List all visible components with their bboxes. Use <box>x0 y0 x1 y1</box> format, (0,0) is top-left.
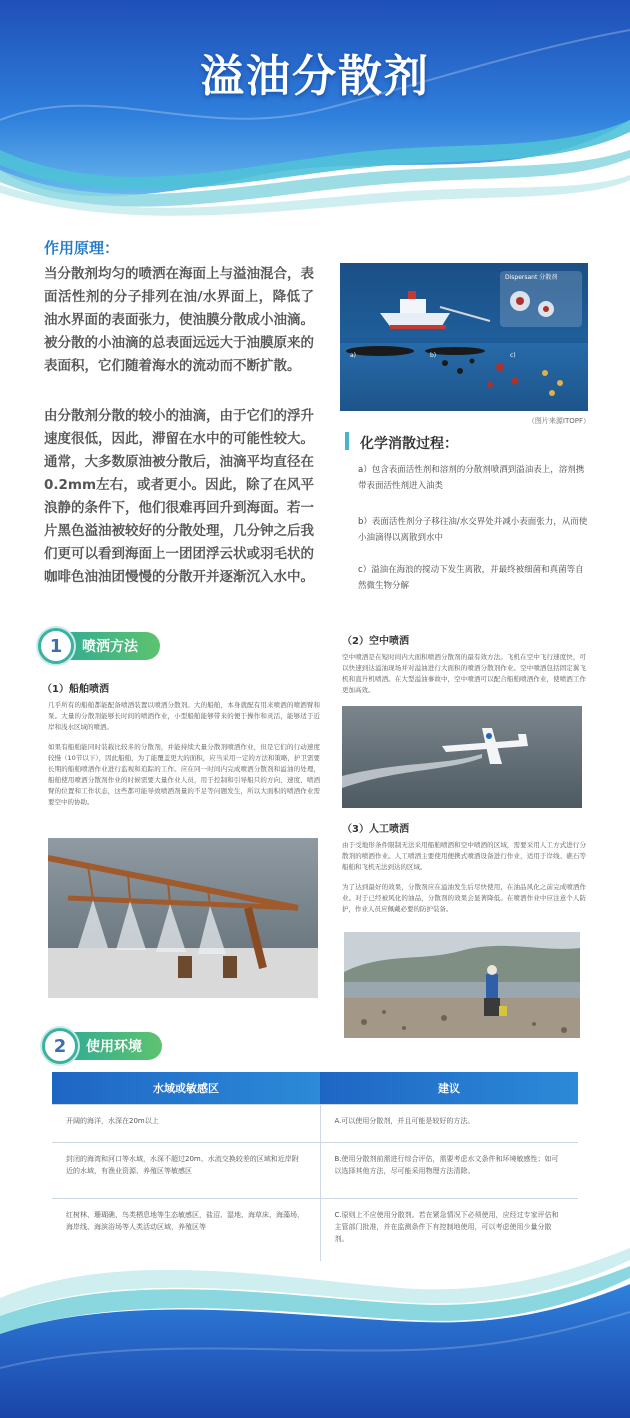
table-row <box>52 1105 578 1143</box>
chemical-item-c: c）溢油在海浪的搅动下发生离散，并最终被细菌和真菌等自然微生物分解 <box>358 565 584 591</box>
column-header-area: 水域或敏感区 <box>52 1072 320 1105</box>
chemical-item-a: a）包含表面活性剂和溶剂的分散剂喷洒到溢油表上，溶剂携带表面活性剂进入油类 <box>358 465 585 491</box>
section1-number <box>38 628 74 664</box>
section2-number-text: 2 <box>53 1035 67 1057</box>
air-spray-photo <box>342 706 582 808</box>
page-title: 溢油分散剂 <box>200 51 430 102</box>
diagram-label-dispersant: Dispersant 分散剂 <box>505 274 558 281</box>
principle-heading: 作用原理： <box>44 239 120 257</box>
environment-table <box>52 1072 578 1261</box>
diagram-label-a: a) <box>350 352 357 359</box>
section1-number-text: 1 <box>49 635 63 657</box>
bottom-wave-background <box>0 1238 630 1418</box>
section2-number <box>42 1028 78 1064</box>
chemical-item-b: b）表面活性剂分子移往油/水交界处并减小表面张力，从而使小油滴得以离散到水中 <box>358 517 588 543</box>
manual-spray-heading: （3）人工喷洒 <box>342 824 409 835</box>
air-spray-paragraph: 空中喷洒是在短时间内大面积喷洒分散剂的最有效方法。飞机在空中飞行速度快，可以快速到达溢油现场并对溢油进行大面积的喷洒分散剂作业。空中喷洒包括固定翼飞机和直升机喷洒。在大型溢油事故中，空中喷洒可以配合船舶喷洒作业，使喷洒工作更加高效。 <box>342 653 586 694</box>
chemical-heading: 化学消散过程： <box>360 436 458 452</box>
manual-spray-paragraph-1: 由于受地形条件限制无法采用船舶喷洒和空中喷洒的区域，需要采用人工方式进行分散剂的喷洒作业。人工喷洒主要使用便携式喷洒设备进行作业，适用于岸线、礁石等船舶和飞机无法到达的区域。 <box>342 841 586 871</box>
diagram-label-b: b) <box>430 352 437 359</box>
diagram-caption: （图片来源ITOPF） <box>527 417 590 425</box>
diagram-label-c: c) <box>510 352 516 359</box>
environment-table-header <box>52 1072 578 1105</box>
column-header-advice: 建议 <box>320 1072 578 1105</box>
section1-label: 喷洒方法 <box>82 639 138 655</box>
chemical-heading-bar <box>345 432 349 450</box>
table-cell-area: 红树林、珊瑚礁、鸟类栖息地等生态敏感区，盐沼、湿地、海草床、海藻场，海岸线、海滨浴场等人类活动区域，养殖区等 <box>52 1199 320 1261</box>
top-wave-background <box>0 0 630 230</box>
table-cell-advice: B.使用分散剂前需进行综合评估，需要考虑水文条件和环境敏感性；如可以选择其他方法，尽可能采用物理方法清除。 <box>320 1143 578 1199</box>
table-cell-advice: A.可以使用分散剂，并且可能是较好的方法。 <box>320 1105 578 1143</box>
ship-spray-photo <box>48 838 318 998</box>
principle-paragraph-1: 当分散剂均匀的喷洒在海面上与溢油混合，表面活性剂的分子排列在油/水界面上，降低了油水界面的表面张力，使油膜分散成小油滴。被分散的小油滴的总表面远远大于油膜原来的表面积，它们随着海水的流动而不断扩散。 <box>44 266 314 374</box>
table-row <box>52 1143 578 1199</box>
manual-spray-photo <box>344 932 580 1038</box>
ship-spray-heading: （1）船舶喷洒 <box>42 684 109 695</box>
table-cell-area: 封闭的海湾和河口等水域，水深不超过20m、水流交换较差的区域和近岸附近的水域，有渔业资源、养殖区等敏感区 <box>52 1143 320 1199</box>
manual-spray-paragraph-2: 为了达到最好的效果，分散剂应在溢油发生后尽快使用，在油品风化之前完成喷洒作业。对于已经被风化的油品，分散剂的效果会显著降低。在喷洒作业中应注意个人防护，作业人员应佩戴必要的防护装备。 <box>342 883 586 913</box>
dispersant-process-diagram <box>340 263 588 411</box>
section2-label: 使用环境 <box>86 1039 142 1055</box>
table-cell-area: 开阔的海洋，水深在20m以上 <box>52 1105 320 1143</box>
ship-spray-paragraph-1: 几乎所有的船舶都能配备喷洒装置以喷洒分散剂。大的船舶，本身就配有用来喷洒的喷洒臂和泵。大量的分散剂能够长时间的喷洒作业，小型船舶能够带来的便于操作和灵活，能够适于近岸和浅水区域的喷洒。 <box>48 701 320 731</box>
principle-paragraph-2: 由分散剂分散的较小的油滴，由于它们的浮升速度很低，因此，滞留在水中的可能性较大。通常，大多数原油被分散后，油滴平均直径在0.2mm左右，或者更小。因此，除了在风平浪静的条件下，他们很难再回升到海面。若一片黑色溢油被较好的分散处理，几分钟之后我们更可以看到海面上一团团浮云状或羽毛状的咖啡色油油团慢慢的分散开并逐渐沉入水中。 <box>44 408 314 585</box>
air-spray-heading: （2）空中喷洒 <box>342 636 409 647</box>
table-cell-advice: C.原则上不应使用分散剂。若在紧急情况下必须使用，应经过专家评估和主管部门批准，并在监测条件下有控制地使用，可以考虑使用少量分散剂。 <box>320 1199 578 1261</box>
ship-spray-paragraph-2: 如果有船舶能同时装载比较多的分散剂，并能持续大量分散剂喷洒作业，但是它们的行动速度较慢（10节以下），因此船舶，为了能覆盖更大的面积，应当采用一定的方法和策略，护卫需要长期的船舶喷洒作业进行监视和追踪的工作。应在同一时间内完成喷洒分散剂和溢油的处理，船舶使用喷洒分散剂作业的时候需要大量作业人员，用于控制和引导船只的方向、速度、喷洒臂的位置和工作状态，这些都可能导致喷洒剂量的不足等问题发生，所以大面积的喷洒作业需要空中的协助。 <box>48 743 320 806</box>
